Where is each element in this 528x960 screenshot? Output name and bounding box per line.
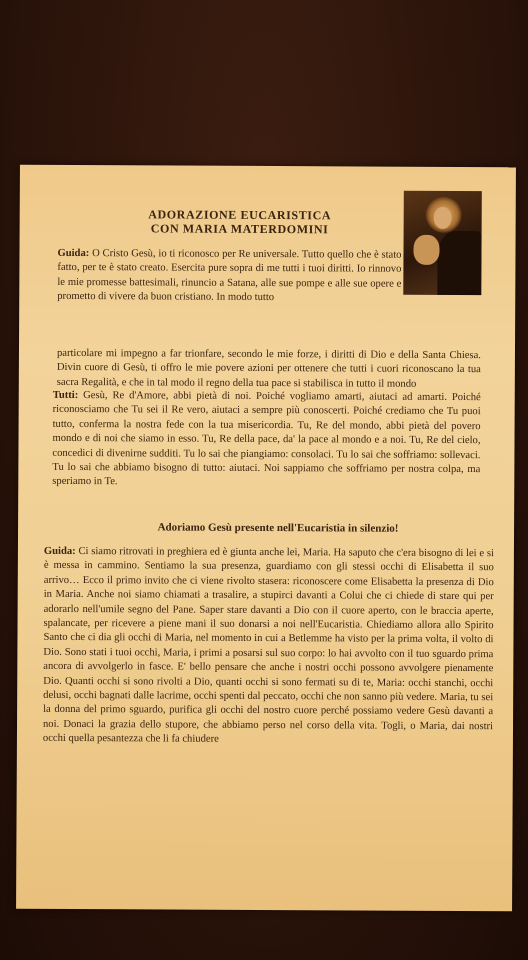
document-title [120,207,360,236]
tutti-text: Gesù, Re d'Amore, abbi pietà di noi. Poiché vogliamo amarti, aiutaci ad amarti. Poiché riconosciamo che Tu sei il Re vero, aiutaci a sempre più conoscerti. Poiché crediamo che Tu puoi tutto, conferma la nostra fede con la tua misericordia. Tu, Re del mondo, abbi pietà del povero mondo e di noi che siamo in esso. Tu, Re della pace, da' la pace al mondo e a noi. Tu, Re del cielo, concedici di divenirne sudditi. Tu lo sai che piangiamo: consolaci. Tu lo sai che soffriamo: sollevaci. Tu lo sai che abbiamo bisogno di tutto: aiutaci. Noi sappiamo che soffriamo per nostra colpa, ma speriamo in Te. [52,390,481,488]
printed-sheet [16,165,516,912]
guida-text-2: Ci siamo ritrovati in preghiera ed è giunta anche lei, Maria. Ha saputo che c'era bisogno di lei e si è messa in cammino. Sentiamo la sua presenza, guardiamo con gli stessi occhi di Elisabetta il suo arrivo… Ecco il primo invito che ci viene rivolto stasera: riconoscere come Elisabetta la presenza di Dio in Maria. Anche noi siamo chiamati a trasalire, a stupirci davanti a Colui che ci chiede di stare qui per adorarlo nell'umile segno del Pane. Saper stare davanti a Dio con il cuore aperto, con le braccia aperte, spalancate, per ricevere a piene mani il suo donarsi a noi nell'Eucaristia. Chiediamo allora allo Spirito Santo che ci dia gli occhi di Maria, nel momento in cui a Betlemme ha visto per la prima volta, il volto di Dio. Sono stati i tuoi occhi, Maria, i primi a posarsi sul suo corpo: lo hai avvolto con il tuo sguardo prima ancora di avvolgerlo in fasce. E' bello pensare che anche i nostri occhi possono avvolgere pienamente Dio. Quanti occhi si sono rivolti a Dio, quanti occhi si sono fermati su di te, Maria: occhi stanchi, occhi delusi, occhi bagnati dalle lacrime, occhi spenti dal peccato, occhi che non sanno più vedere. Maria, tu sei la donna del primo sguardo, purifica gli occhi del nostro cuore perché possiamo vedere Gesù davanti a noi. Donaci la grazia dello stupore, che abbiamo perso nel corso della vita. Togli, o Maria, dai nostri occhi quella pesantezza che li fa chiudere [42,546,494,746]
guida-label: Guida: [57,247,90,260]
title-line-1: ADORAZIONE EUCARISTICA [148,207,332,223]
tutti-paragraph [52,389,481,492]
guida-paragraph-1 [57,247,401,306]
guida-text-1: O Cristo Gesù, io ti riconosco per Re universale. Tutto quello che è stato fatto, per te è stato creato. Esercita pure sopra di me tutti i tuoi diritti. Io rinnovo le mie promesse battesimali, rinuncio a Satana, alle sue pompe e alle sue opere e prometto di vivere da buon cristiano. In modo tutto [57,248,402,304]
guida-paragraph-2 [43,545,494,749]
guida-label-2: Guida: [43,545,76,558]
madonna-icon-image [403,191,482,295]
tutti-label: Tutti: [52,389,79,402]
section-heading: Adoriamo Gesù presente nell'Eucaristia in silenzio! [157,521,399,535]
guida-text-1b: particolare mi impegno a far trionfare, secondo le mie forze, i diritti di Dio e della Santa Chiesa. Divin cuore di Gesù, ti offro le mie povere azioni per ottenere che tutti i cuori riconoscano la tua sacra Regalità, e che in tal modo il regno della tua pace si stabilisca in tutto il mondo [56,347,481,390]
guida-paragraph-1-continued [57,347,481,392]
title-line-2: CON MARIA MATERDOMINI [150,221,329,237]
